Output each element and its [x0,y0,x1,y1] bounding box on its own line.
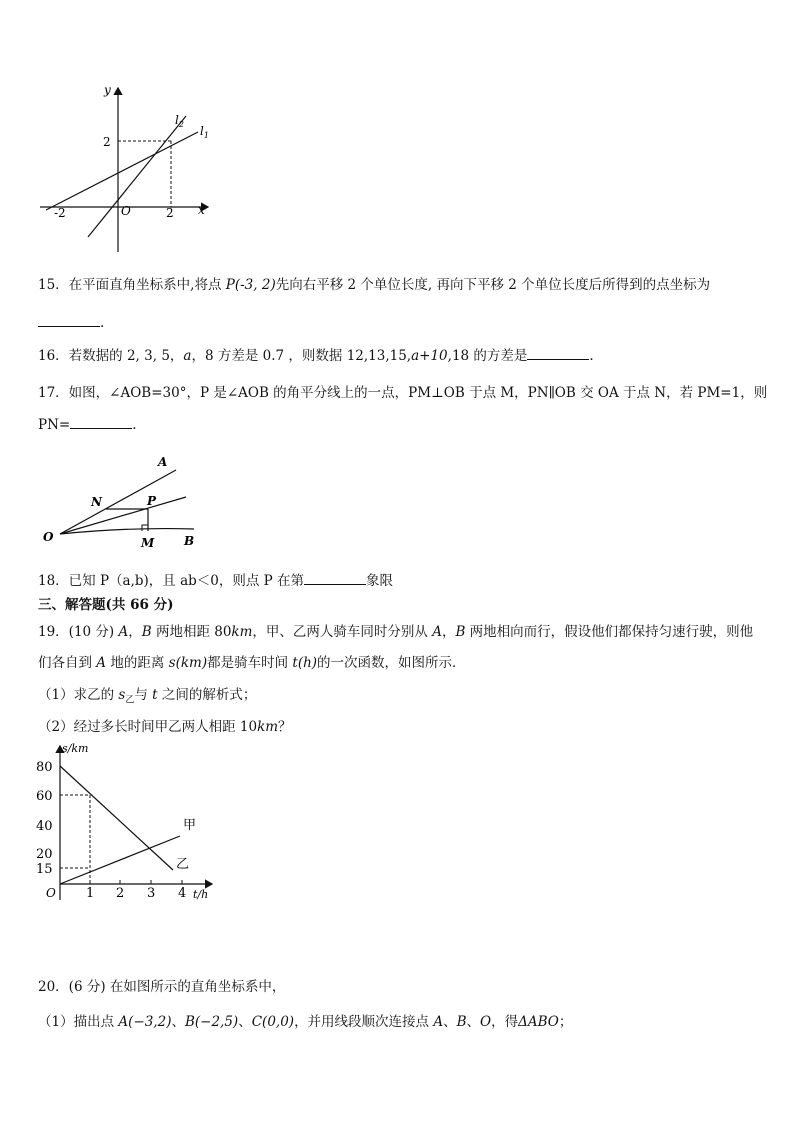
q20-o: O [480,1014,492,1030]
q18-text-after: 象限 [366,573,394,589]
q19-text-2a: 们各自到 [38,655,97,671]
q16-text-before: 16．若数据的 2, 3, 5， [38,348,184,364]
q17-end: . [132,417,137,433]
q17-pn: PN= [38,417,71,433]
question-17-line2 [38,414,137,435]
fig17-angle [36,448,211,556]
fig19-xlabel: t/h [193,888,209,901]
q19-a: A [118,624,129,640]
question-17-line1: 17．如图，∠AOB=30°，P 是∠AOB 的角平分线上的一点，PM⊥OB 于点 M，PN∥OB 交 OA 于点 N，若 PM=1，则 [38,385,768,401]
q20-triangle: ΔABO [518,1014,559,1030]
q20-sub1-d: ； [558,1014,573,1030]
question-15 [38,275,710,295]
fig19-label-yi: 乙 [176,857,190,872]
fig19-y-tick-40: 40 [36,819,53,834]
q19-text-2c: 都是骑车时间 [207,655,293,671]
fig19-x-label-2: 2 [116,886,125,901]
q20-sub1-a: （1）描出点 [38,1014,119,1030]
fig14-graph [36,80,221,255]
fig14-y-label: y [104,83,111,97]
question-19-sub2 [38,717,292,737]
q15-end: . [100,315,105,331]
q18-answer-blank[interactable] [304,570,366,585]
fig17-label-b: B [184,534,195,548]
q15-point: P(-3, 2) [225,277,276,293]
q19-distance: 两地相距 80 [151,624,232,640]
q19-b2: B [455,624,466,640]
q16-text-mid: ，8 方差是 0.7 ，则数据 12,13,15, [191,348,412,364]
q20-point-a: A(−3,2) [118,1014,172,1030]
q20-sub1-c: ，得 [491,1014,519,1030]
q16-text-after: ,18 的方差是 [447,348,528,364]
fig17-label-a: A [158,455,168,469]
q20-sub1-b: ，并用线段顺次连接点 [294,1014,434,1030]
q19-sub1-a: （1）求乙的 [38,687,119,703]
fig14-tick-x-neg: -2 [54,206,66,220]
fig17-label-m: M [141,536,155,550]
q16-expr: a+10 [411,348,448,364]
question-19-sub1 [38,685,256,711]
q19-s-yi: s [118,687,126,703]
q19-sub1-c: 之间的解析式； [157,687,257,703]
q19-text-2d: 的一次函数，如图所示． [317,655,466,671]
q19-text-c: ，甲、乙两人骑车同时分别从 [252,624,433,640]
fig14-label-l1: $l_1$ [200,124,209,140]
q16-end: . [589,348,594,364]
fig14-tick-x-pos: 2 [166,206,174,220]
fig14-tick-y: 2 [103,135,111,149]
q16-answer-blank[interactable] [527,345,589,360]
question-15-answer [38,312,104,333]
q19-yi-sub: 乙 [125,695,135,706]
section-3-title: 三、解答题(共 66 分) [38,597,174,613]
q20-sep2: 、 [238,1014,252,1030]
q20-b: B [456,1014,467,1030]
q19-sub2-b: ？ [278,719,292,735]
q20-a: A [433,1014,444,1030]
q15-answer-blank[interactable] [38,312,100,327]
q18-text-before: 18．已知 P（a,b)，且 ab＜0，则点 P 在第 [38,573,305,589]
fig14-origin: O [121,204,131,218]
q20-sep4: 、 [466,1014,481,1030]
q19-b: B [141,624,152,640]
q19-sub2-a: （2）经过多长时间甲乙两人相距 10 [38,719,258,735]
fig17-ray-ob [60,529,194,534]
q19-comma2: ， [441,624,456,640]
fig19-graph [30,740,220,910]
fig19-line-yi [60,766,173,870]
question-19-line2 [38,653,466,673]
q19-num: 19．(10 分) [38,624,119,640]
fig19-y-tick-60: 60 [36,789,53,804]
fig14-line-l1 [46,132,198,210]
fig19-origin: O [46,886,56,900]
q15-text-after: 先向右平移 2 个单位长度, 再向下平移 2 个单位长度后所得到的点坐标为 [275,277,711,293]
fig19-x-label-4: 4 [178,886,187,901]
q20-sep1: 、 [171,1014,185,1030]
q19-text-d: 两地相向而行，假设他们都保持匀速行驶，则他 [465,624,754,640]
fig19-label-jia: 甲 [183,818,197,833]
fig17-label-p: P [147,494,157,508]
question-20-sub1 [38,1012,572,1032]
q19-t: t [152,687,158,703]
q19-s-km: s(km) [168,655,208,671]
fig14-label-l2: $l_2$ [175,113,184,129]
fig17-label-o: O [43,530,54,544]
q19-comma: ， [128,624,142,640]
question-19-line1 [38,622,753,642]
fig19-y-tick-80: 80 [36,760,53,775]
q16-var: a [183,348,192,364]
q19-text-2b: 地的距离 [106,655,169,671]
q20-point-b: B(−2,5) [184,1014,239,1030]
fig19-y-tick-15: 15 [36,862,53,877]
q15-text-before: 15．在平面直角坐标系中,将点 [38,277,226,293]
fig14-x-label: x [198,203,205,217]
fig19-ylabel: s/km [62,742,89,755]
q20-sep3: 、 [443,1014,457,1030]
question-16 [38,345,594,366]
fig17-right-angle [142,525,148,531]
q19-a2: A [432,624,442,640]
q19-sub2-km: km [257,719,279,735]
question-18 [38,570,393,591]
q19-km: km [231,624,253,640]
fig19-y-tick-20: 20 [36,847,53,862]
q19-sub1-b: 与 [134,687,153,703]
fig17-ray-oa [60,470,176,534]
q19-a3: A [96,655,107,671]
q20-point-c: C(0,0) [251,1014,295,1030]
fig19-x-label-1: 1 [86,886,95,901]
fig19-x-label-3: 3 [147,886,156,901]
q19-t-h: t(h) [292,655,318,671]
q17-answer-blank[interactable] [70,414,132,429]
question-20: 20．(6 分) 在如图所示的直角坐标系中， [38,979,286,995]
fig17-label-n: N [91,495,102,509]
